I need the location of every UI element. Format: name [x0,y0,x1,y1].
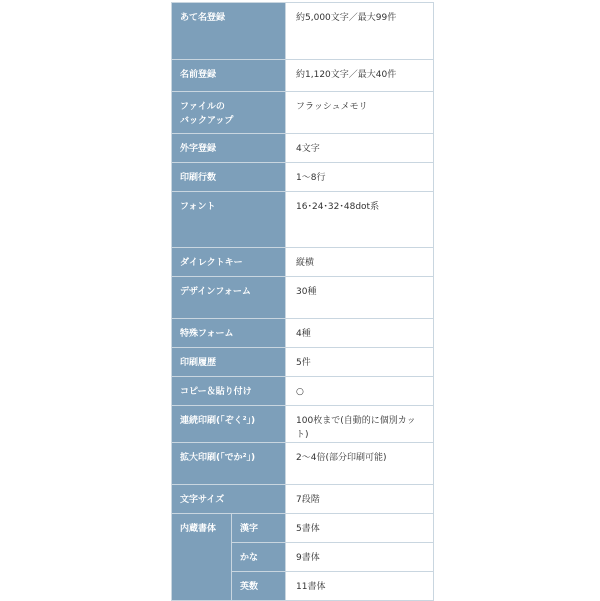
spec-value: 2〜4倍(部分印刷可能) [286,443,434,485]
spec-label [172,92,286,134]
spec-value: 縦横 [286,248,434,277]
spec-label: 印刷履歴 [172,348,286,377]
table-row [172,348,434,377]
spec-value: 約1,120文字／最大40件 [286,60,434,92]
table-row [172,92,434,134]
table-row [172,163,434,192]
spec-value: 16･24･32･48dot系 [286,192,434,248]
spec-label: あて名登録 [172,3,286,60]
spec-value: 5件 [286,348,434,377]
spec-value: 100枚まで(自動的に個別カット) [286,406,434,443]
spec-label: コピー＆貼り付け [172,377,286,406]
spec-value: フラッシュメモリ [286,92,434,134]
table-row [172,248,434,277]
spec-label: 連続印刷(「ぞく²」) [172,406,286,443]
spec-sublabel: 英数 [232,572,286,601]
spec-sublabel: 漢字 [232,514,286,543]
spec-value: 30種 [286,277,434,319]
builtin-fonts-label: 内蔵書体 [172,514,232,601]
table-row [172,192,434,248]
spec-label-line-2: バックアップ [180,116,234,126]
spec-value: 7段階 [286,485,434,514]
spec-value: 5書体 [286,514,434,543]
spec-value: 4種 [286,319,434,348]
spec-label: 印刷行数 [172,163,286,192]
table-row [172,514,434,543]
table-row [172,377,434,406]
table-row [172,406,434,443]
spec-label: 外字登録 [172,134,286,163]
spec-value: 約5,000文字／最大99件 [286,3,434,60]
spec-label: 拡大印刷(「でか²」) [172,443,286,485]
spec-label: 文字サイズ [172,485,286,514]
table-row [172,60,434,92]
spec-table [171,2,434,601]
spec-label: 特殊フォーム [172,319,286,348]
spec-label: フォント [172,192,286,248]
table-row [172,485,434,514]
table-row [172,134,434,163]
spec-label: ダイレクトキー [172,248,286,277]
spec-label: 名前登録 [172,60,286,92]
spec-value: 9書体 [286,543,434,572]
table-row [172,3,434,60]
spec-sublabel: かな [232,543,286,572]
spec-label-line-1: ファイルの [180,102,225,112]
table-row [172,443,434,485]
spec-value: ○ [286,377,434,406]
spec-value: 11書体 [286,572,434,601]
spec-value: 1〜8行 [286,163,434,192]
spec-label: デザインフォーム [172,277,286,319]
spec-value: 4文字 [286,134,434,163]
table-row [172,319,434,348]
table-row [172,277,434,319]
